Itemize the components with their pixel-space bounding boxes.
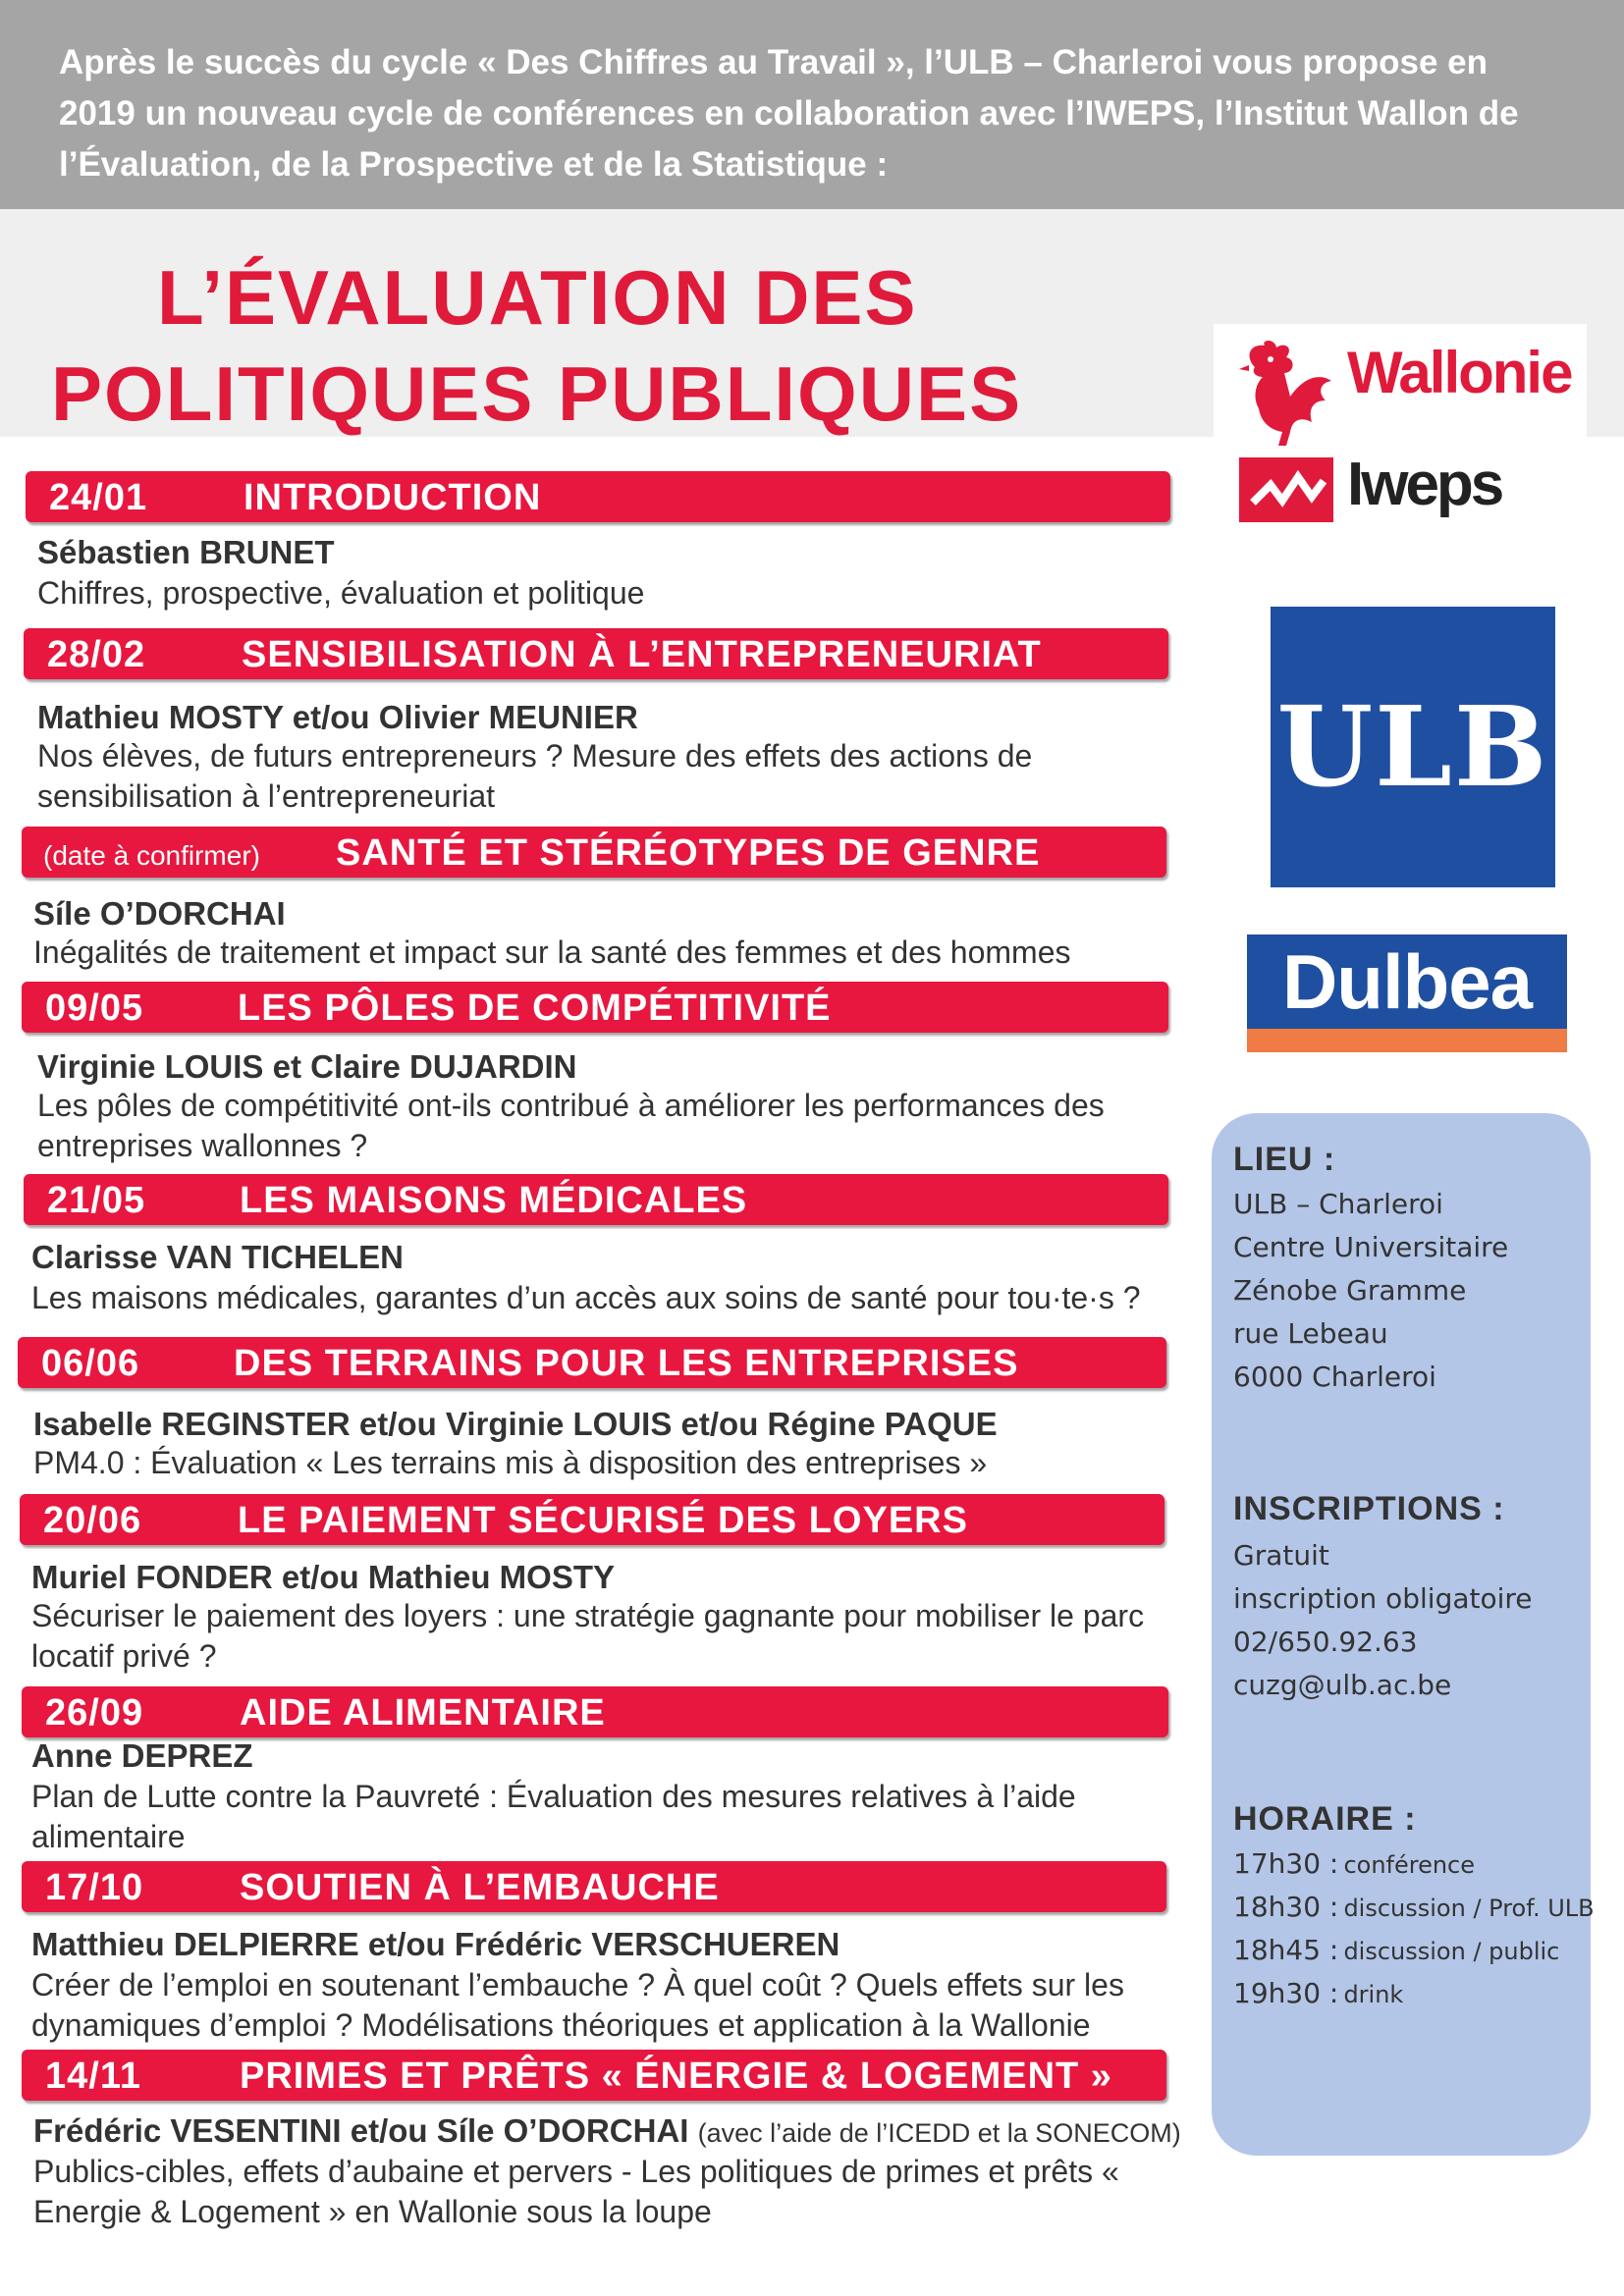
session-date: (date à confirmer) [43,840,260,871]
inscriptions-line: inscription obligatoire [1233,1582,1533,1615]
page-title-line2: POLITIQUES PUBLIQUES [51,350,1023,437]
session-bar [24,628,1168,679]
session-date: 17/10 [45,1867,144,1908]
horaire-row: 17h30 : conférence [1233,1847,1476,1880]
session-speaker: Frédéric VESENTINI et/ou Síle O’DORCHAI (avec l’aide de l’ICEDD et la SONECOM) [33,2112,1181,2149]
inscriptions-title: INSCRIPTIONS : [1233,1490,1505,1527]
page-title-line1: L’ÉVALUATION DES [157,254,918,341]
horaire-title: HORAIRE : [1233,1800,1417,1838]
session-bar [22,2050,1166,2101]
iweps-logo-icon [1239,457,1333,522]
session-date: 28/02 [47,634,146,675]
iweps-logo-text: Iweps [1347,451,1502,518]
session-topic: LES PÔLES DE COMPÉTITIVITÉ [238,988,832,1029]
session-date: 14/11 [45,2056,141,2097]
wallonie-logo-text: Wallonie [1347,340,1572,405]
session-speaker: Matthieu DELPIERRE et/ou Frédéric VERSCHUEREN [31,1926,840,1962]
intro-iweps: IWEPS [1084,94,1196,133]
rooster-icon [1235,338,1337,446]
horaire-row: 19h30 : drink [1233,1977,1404,2009]
session-speaker: Síle O’DORCHAI [33,895,286,932]
session-date: 06/06 [41,1343,140,1384]
session-bar [20,1494,1164,1545]
session-desc: Créer de l’emploi en soutenant l’embauche ? À quel coût ? Quels effets sur les dynamiques d’emploi ? Modélisations théoriques et application à la Wallonie [31,1967,1124,2043]
session-topic: SENSIBILISATION À L’ENTREPRENEURIAT [242,634,1042,675]
session-date: 24/01 [49,477,148,518]
horaire-row: 18h45 : discussion / public [1233,1934,1560,1966]
inscriptions-line: Gratuit [1233,1539,1329,1572]
lieu-line: 6000 Charleroi [1233,1361,1436,1393]
inscriptions-phone: 02/650.92.63 [1233,1626,1418,1658]
dulbea-logo: Dulbea [1247,934,1567,1029]
session-desc: Chiffres, prospective, évaluation et politique [37,575,645,611]
session-topic: AIDE ALIMENTAIRE [240,1692,606,1734]
session-bar [26,471,1170,522]
intro-text: Après le succès du cycle « Des Chiffres au Travail », l’ULB – Charleroi vous propose en 2019 un nouveau cycle de conférences en collaboration avec l’IWEPS, l’Institut Wallon de l’Évaluation, de la Prospective et de la Statistique : [59,43,1519,184]
session-speaker: Clarisse VAN TICHELEN [31,1239,404,1275]
session-topic: SANTÉ ET STÉRÉOTYPES DE GENRE [336,832,1041,874]
session-speaker: Virginie LOUIS et Claire DUJARDIN [37,1048,577,1085]
inscriptions-email[interactable]: cuzg@ulb.ac.be [1233,1669,1452,1701]
ulb-logo: ULB [1271,607,1555,887]
dulbea-logo-bar [1247,1029,1567,1052]
lieu-title: LIEU : [1233,1141,1336,1178]
session-bar [22,827,1166,878]
lieu-line: Centre Universitaire [1233,1231,1509,1263]
lieu-line: ULB – Charleroi [1233,1188,1443,1220]
session-bar [18,1337,1166,1388]
session-speaker: Isabelle REGINSTER et/ou Virginie LOUIS et/ou Régine PAQUE [33,1406,998,1442]
horaire-row: 18h30 : discussion / Prof. ULB [1233,1891,1595,1923]
lieu-line: Zénobe Gramme [1233,1274,1467,1307]
session-speaker: Muriel FONDER et/ou Mathieu MOSTY [31,1559,616,1595]
session-bar [22,1686,1168,1737]
session-topic: PRIMES ET PRÊTS « ÉNERGIE & LOGEMENT » [240,2056,1112,2097]
session-date: 21/05 [47,1180,146,1221]
session-desc: Les pôles de compétitivité ont-ils contribué à améliorer les performances des entreprises wallonnes ? [37,1088,1105,1163]
session-desc: PM4.0 : Évaluation « Les terrains mis à disposition des entreprises » [33,1445,988,1480]
session-speaker: Sébastien BRUNET [37,534,335,570]
session-desc: Nos élèves, de futurs entrepreneurs ? Mesure des effets des actions de sensibilisation à l’entrepreneuriat [37,738,1033,814]
session-bar [22,1861,1166,1912]
lieu-line: rue Lebeau [1233,1317,1388,1350]
session-speaker-note: (avec l’aide de l’ICEDD et la SONECOM) [697,2118,1181,2148]
session-desc: Sécuriser le paiement des loyers : une stratégie gagnante pour mobiliser le parc locatif privé ? [31,1598,1145,1674]
session-date: 09/05 [45,988,144,1029]
session-desc: Les maisons médicales, garantes d’un accès aux soins de santé pour tou·te·s ? [31,1280,1141,1315]
session-speaker: Anne DEPREZ [31,1737,253,1774]
session-bar [24,1174,1168,1225]
session-desc: Inégalités de traitement et impact sur la santé des femmes et des hommes [33,934,1071,970]
session-date: 20/06 [43,1500,142,1541]
session-bar [22,982,1168,1033]
session-desc: Plan de Lutte contre la Pauvreté : Évaluation des mesures relatives à l’aide alimentaire [31,1779,1076,1854]
session-speaker: Mathieu MOSTY et/ou Olivier MEUNIER [37,699,638,735]
session-topic: DES TERRAINS POUR LES ENTREPRISES [234,1343,1019,1384]
session-topic: LE PAIEMENT SÉCURISÉ DES LOYERS [238,1500,968,1541]
session-topic: LES MAISONS MÉDICALES [240,1180,748,1221]
session-topic: INTRODUCTION [244,477,542,518]
session-date: 26/09 [45,1692,144,1734]
session-topic: SOUTIEN À L’EMBAUCHE [240,1867,720,1908]
intro-ulb: ULB [943,43,1014,81]
session-desc: Publics-cibles, effets d’aubaine et pervers - Les politiques de primes et prêts « Energie & Logement » en Wallonie sous la loupe [33,2154,1119,2229]
